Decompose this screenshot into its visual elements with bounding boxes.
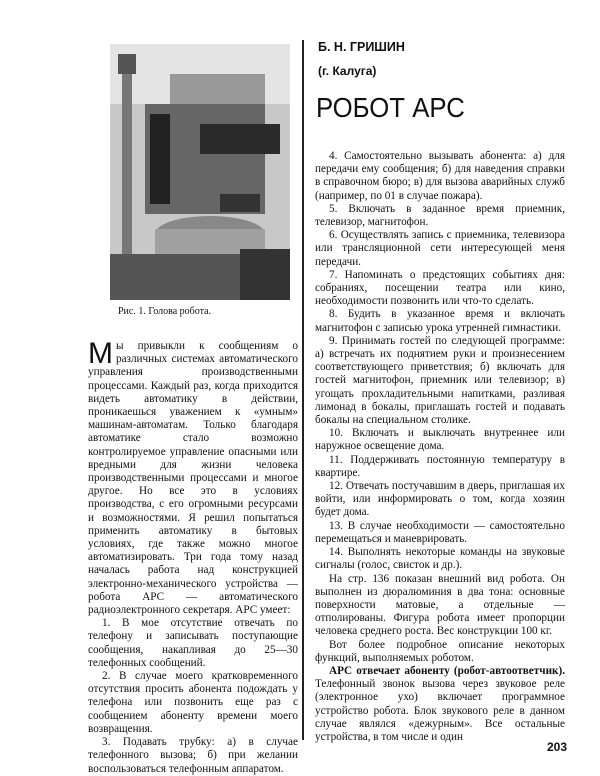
- list-item: 1. В мое отсутствие отвечать по телефону и записывать поступающие сообщения, накапливая до 25—30 телефонных сообщений.: [88, 617, 298, 669]
- section-text: Телефонный звонок вызова через звуковое реле (электронное ухо) включает программное устройство робота. Блок звукового реле в данном случае являлся «дежурным». Все остальные устройства, в том числе и один: [315, 678, 565, 743]
- author-city: (г. Калуга): [318, 64, 377, 78]
- drop-cap: М: [88, 337, 113, 370]
- list-item: 5. Включать в заданное время приемник, телевизор, магнитофон.: [315, 202, 565, 229]
- list-item: 2. В случае моего кратковременного отсутствия просить абонента подождать у телефона или позвонить еще раз с сообщением абоненту времени моего возвращения.: [88, 670, 298, 735]
- section-paragraph: [315, 665, 565, 744]
- list-item: 8. Будить в указанное время и включать магнитофон с записью урока утренней гимнастики.: [315, 308, 565, 334]
- figure-caption: Рис. 1. Голова робота.: [118, 306, 212, 317]
- author-name: Б. Н. ГРИШИН: [318, 40, 405, 54]
- intro-text: ы привыкли к сообщениям о различных системах автоматического управления производственными процессами. Каждый раз, когда приходится видеть автоматику в действии, проникаешься уважением к «умным» машинам-автоматам. Только благодаря автоматике стало возможно контролируемое управление опасными или вредными для жизни человека производственными процессами и многое другое. Но все это в условиях производства, с его огромными ресурсами и возможностями. Я решил попытаться применить автоматику в бытовых условиях, где также можно многое автоматизировать. Три года тому назад началась работа над конструкцией электронно-механического устройства — робота АРС — автоматического радиоэлектронного секретаря. АРС умеет:: [88, 340, 298, 617]
- list-item: 3. Подавать трубку: а) в случае телефонного вызова; б) при желании воспользоваться телефонным аппаратом.: [88, 736, 298, 775]
- list-item: 10. Включать и выключать внутреннее или наружное освещение дома.: [315, 427, 565, 453]
- list-item: 12. Отвечать постучавшим в дверь, приглашая их войти, или информировать о том, когда хозяин будет дома.: [315, 480, 565, 519]
- right-column: [315, 150, 565, 744]
- column-divider: [302, 40, 304, 740]
- page-number: 203: [547, 740, 568, 754]
- section-heading: АРС отвечает абоненту (робот-автоответчик).: [329, 664, 565, 677]
- robot-head-photo: [110, 44, 290, 300]
- left-column: [88, 337, 298, 776]
- list-item: 13. В случае необходимости — самостоятельно перемещаться и маневрировать.: [315, 519, 565, 545]
- description-paragraph: На стр. 136 показан внешний вид робота. Он выполнен из дюралюминия в два тона: основные поверхности матовые, а отдельные — отполированы. Фигура робота имеет пропорции человека среднего роста. Вес конструкции 100 кг.: [315, 572, 565, 638]
- list-item: 14. Выполнять некоторые команды на звуковые сигналы (голос, свисток и др.).: [315, 546, 565, 572]
- list-item: 7. Напоминать о предстоящих событиях дня: собраниях, посещении театра или кино, необходимости позвонить или что-то сделать.: [315, 268, 565, 308]
- intro-paragraph: [88, 337, 298, 617]
- list-item: 11. Поддерживать постоянную температуру в квартире.: [315, 453, 565, 479]
- list-item: 4. Самостоятельно вызывать абонента: а) для передачи ему сообщения; б) для наведения справки в справочном бюро; в) для вызова аварийных служб (например, по 01 в случае пожара).: [315, 150, 565, 202]
- article-title: РОБОТ АРС: [316, 92, 465, 123]
- list-item: 9. Принимать гостей по следующей программе: а) встречать их поднятием руки и произнесением соответствующего приветствия; б) включать для гостей магнитофон, приемник или телевизор; в) угощать прохладительными напитками, разливая лимонад в бокалы, приглашать гостей и подавать бокалы на специальном столике.: [315, 334, 565, 427]
- functions-intro: Вот более подробное описание некоторых функций, выполняемых роботом.: [315, 638, 565, 664]
- list-item: 6. Осуществлять запись с приемника, телевизора или трансляционной сети интересующей меня передачи.: [315, 229, 565, 268]
